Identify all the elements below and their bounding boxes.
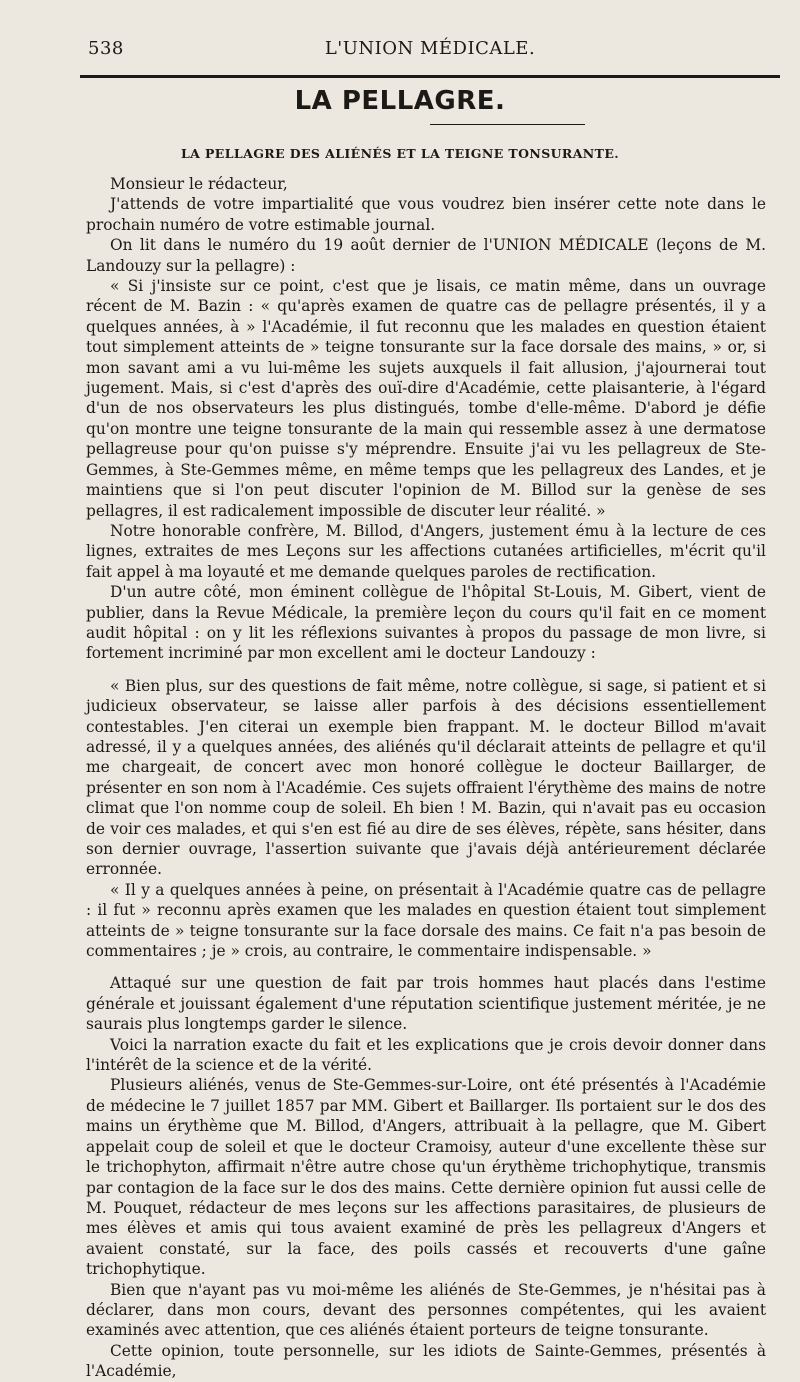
quote-paragraph: « Si j'insiste sur ce point, c'est que je lisais, ce matin même, dans un ouvrage récent de M. Bazin : « qu'après examen de quatre cas de pellagre présentés, il y a quelques années, à » l'Académie, il fut reconnu que les malades en question étaient tout simplement atteints de » teigne tonsurante sur la face dorsale des mains, » or, si mon savant ami a vu lui-même les sujets auxquels il fait allusion, j'ajournerai tout jugement. Mais, si c'est d'après des ouï-dire d'Académie, cette plaisanterie, à l'égard d'un de nos observateurs les plus distingués, tombe d'elle-même. D'abord je défie qu'on montre une teigne tonsurante de la main qui ressemble assez à une dermatose pellagreuse pour qu'on puisse s'y méprendre. Ensuite j'ai vu les pellagreux de Ste-Gemmes, à Ste-Gemmes même, en même temps que les pellagreux des Landes, et je maintiens que si l'on peut discuter l'opinion de M. Billod sur la genèse de ses pellagres, il est radicalement impossible de discuter leur réalité. »: [86, 277, 766, 520]
paragraph: Voici la narration exacte du fait et les explications que je crois devoir donner dans l'intérêt de la science et de la vérité.: [86, 1035, 766, 1075]
paragraph: Plusieurs aliénés, venus de Ste-Gemmes-sur-Loire, ont été présentés à l'Académie de médecine le 7 juillet 1857 par MM. Gibert et Baillarger. Ils portaient sur le dos des mains un érythème que M. Billod, d'Angers, attribuait à la pellagre, que M. Gibert appelait coup de soleil et que le docteur Cramoisy, auteur d'une excellente thèse sur le trichophyton, affirmait n'être autre chose qu'un érythème trichophytique, transmis par contagion de la face sur le dos des mains. Cette dernière opinion fut aussi celle de M. Pouquet, rédacteur de mes leçons sur les affections parasitaires, de plusieurs de mes élèves et amis qui tous avaient examiné de près les pellagreux d'Angers et avaient constaté, sur la face, des poils cassés et recouverts d'une gaîne trichophytique.: [86, 1076, 766, 1279]
paragraph: On lit dans le numéro du 19 août dernier de l'UNION MÉDICALE (leçons de M. Landouzy sur la pellagre) :: [86, 236, 766, 275]
paragraph: J'attends de votre impartialité que vous voudrez bien insérer cette note dans le prochain numéro de votre estimable journal.: [86, 195, 766, 234]
article-subtitle: LA PELLAGRE DES ALIÉNÉS ET LA TEIGNE TONSURANTE.: [180, 146, 620, 161]
title-rule: [430, 124, 585, 125]
paragraph: Attaqué sur une question de fait par trois hommes haut placés dans l'estime générale et jouissant également d'une réputation scientifique justement méritée, je ne saurais plus longtemps garder le silence.: [86, 974, 766, 1034]
quote-paragraph: « Il y a quelques années à peine, on présentait à l'Académie quatre cas de pellagre : il fut » reconnu après examen que les malades en question étaient tout simplement atteints de » teigne tonsurante sur la face dorsale des mains. Ce fait n'a pas besoin de commentaires ; je » crois, au contraire, le commentaire indispensable. »: [86, 880, 766, 961]
quote-paragraph: « Bien plus, sur des questions de fait même, notre collègue, si sage, si patient et si judicieux observateur, se laisse aller parfois à des décisions essentiellement contestables. J'en citerai un exemple bien frappant. M. le docteur Billod m'avait adressé, il y a quelques années, des aliénés qu'il déclarait atteints de pellagre et qu'il me chargeait, de concert avec mon honoré collègue le docteur Baillarger, de présenter en son nom à l'Académie. Ces sujets offraient l'érythème des mains de notre climat que l'on nomme coup de soleil. Eh bien ! M. Bazin, qui n'avait pas eu occasion de voir ces malades, et qui s'en est fié au dire de ses élèves, répète, sans hésiter, dans son dernier ouvrage, l'assertion suivante que j'avais déjà antérieurement déclarée erronnée.: [86, 676, 766, 879]
salutation: Monsieur le rédacteur,: [110, 175, 288, 193]
paragraph: Bien que n'ayant pas vu moi-même les aliénés de Ste-Gemmes, je n'hésitai pas à déclarer, dans mon cours, devant des personnes compétentes, qui les avaient examinés avec attention, que ces aliénés étaient porteurs de teigne tonsurante.: [86, 1280, 766, 1340]
paragraph: D'un autre côté, mon éminent collègue de l'hôpital St-Louis, M. Gibert, vient de publier, dans la Revue Médicale, la première leçon du cours qu'il fait en ce moment audit hôpital : on y lit les réflexions suivantes à propos du passage de mon livre, si fortement incriminé par mon excellent ami le docteur Landouzy :: [86, 583, 766, 663]
paragraph: Cette opinion, toute personnelle, sur les idiots de Sainte-Gemmes, présentés à l'Académie,: [86, 1341, 766, 1381]
article-title: LA PELLAGRE.: [294, 86, 506, 116]
journal-title: L'UNION MÉDICALE.: [324, 38, 536, 59]
header-rule: [80, 75, 780, 78]
paragraph: Notre honorable confrère, M. Billod, d'Angers, justement ému à la lecture de ces lignes, extraites de mes Leçons sur les affections cutanées artificielles, m'écrit qu'il fait appel à ma loyauté et me demande quelques paroles de rectification.: [86, 521, 766, 581]
article-body: [86, 174, 766, 1382]
running-header: [88, 36, 772, 66]
page-number: 538: [88, 38, 124, 59]
